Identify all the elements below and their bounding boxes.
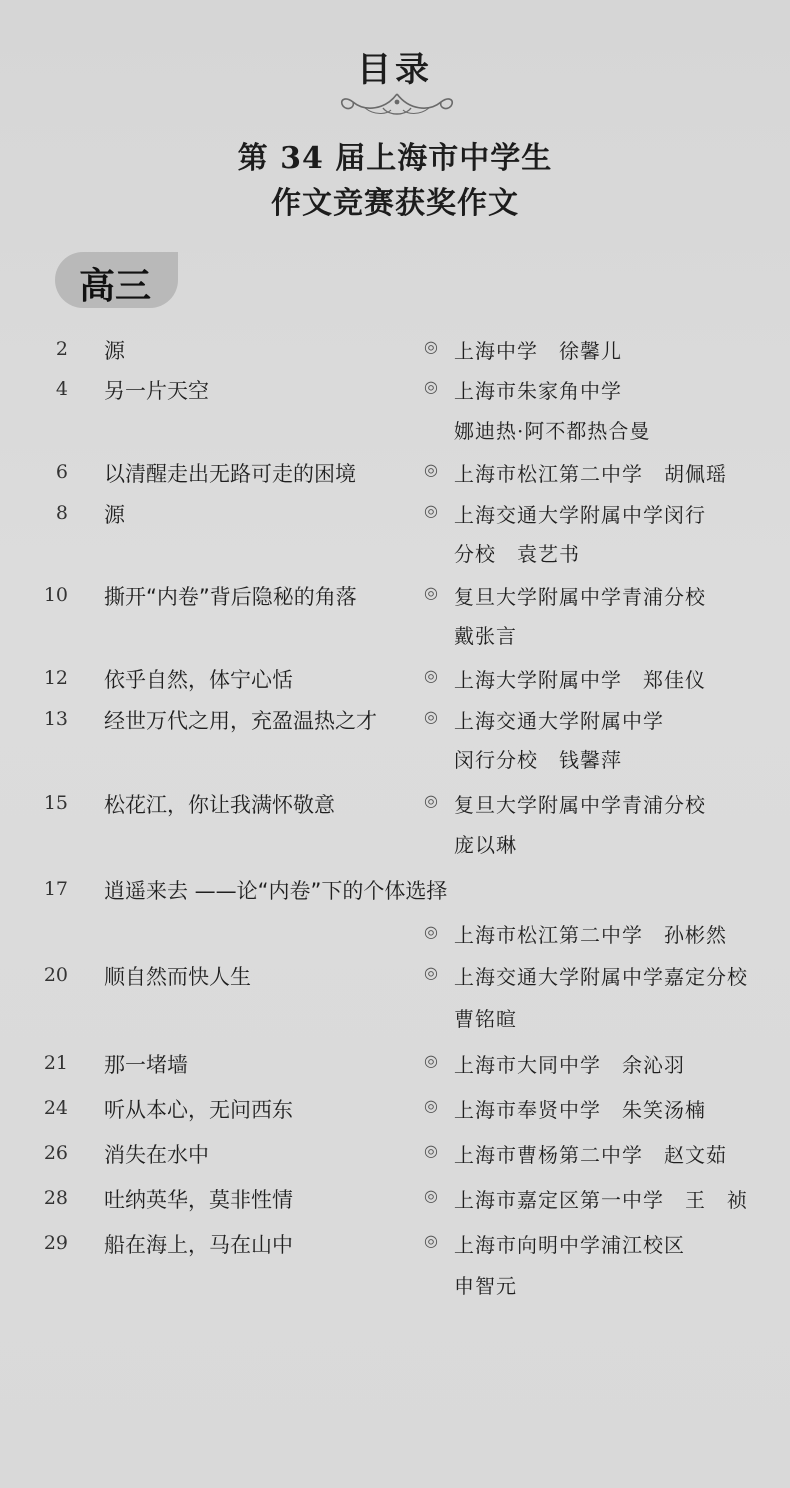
entry-author: 上海交通大学附属中学嘉定分校 [454,965,748,989]
toc-entry[interactable] [0,1181,790,1221]
toc-entry[interactable] [0,1091,790,1131]
page-number: 8 [55,502,68,524]
page-number: 20 [43,964,68,986]
entry-author: 上海市曹杨第二中学 赵文茹 [454,1143,727,1167]
entry-title: 逍遥来去 ——论“内卷”下的个体选择 [104,879,448,903]
entry-title: 经世万代之用，充盈温热之才 [104,709,377,733]
entry-author: 上海市大同中学 余沁羽 [454,1053,685,1077]
circle-marker-icon: ◎ [424,501,438,520]
entry-author-continued: 娜迪热·阿不都热合曼 [454,419,651,443]
page-number: 29 [43,1232,68,1254]
entry-author-continued: 曹铭暄 [454,1007,517,1031]
entry-author-continued: 分校 袁艺书 [454,542,580,566]
circle-marker-icon: ◎ [424,963,438,982]
page-number: 17 [43,878,68,900]
entry-author: 上海交通大学附属中学闵行 [454,503,706,527]
page-number: 2 [55,338,68,360]
circle-marker-icon: ◎ [424,460,438,479]
circle-marker-icon: ◎ [424,707,438,726]
toc-title: 目录 [357,50,433,90]
entry-title: 依乎自然，体宁心恬 [104,668,293,692]
toc-entry[interactable] [0,702,790,772]
toc-entry[interactable] [0,455,790,495]
toc-entry[interactable] [0,872,790,947]
toc-entry[interactable] [0,578,790,648]
section-heading-line2: 作文竞赛获奖作文 [271,186,519,221]
entry-title: 另一片天空 [104,379,209,403]
entry-title: 撕开“内卷”背后隐秘的角落 [104,585,357,609]
entry-title: 船在海上，马在山中 [104,1233,293,1257]
entry-author-continued: 闵行分校 钱馨萍 [454,748,622,772]
page-number: 28 [43,1187,68,1209]
entry-author: 上海市朱家角中学 [454,379,622,403]
entry-title: 以清醒走出无路可走的困境 [104,462,356,486]
circle-marker-icon: ◎ [424,337,438,356]
circle-marker-icon: ◎ [424,1051,438,1070]
circle-marker-icon: ◎ [424,1141,438,1160]
page-number: 21 [43,1052,68,1074]
toc-entry[interactable] [0,958,790,1031]
circle-marker-icon: ◎ [424,666,438,685]
page-number: 24 [43,1097,68,1119]
page-number: 15 [43,792,68,814]
entry-author: 复旦大学附属中学青浦分校 [454,793,706,817]
entry-author: 复旦大学附属中学青浦分校 [454,585,706,609]
entry-author: 上海市嘉定区第一中学 王 祯 [454,1188,748,1212]
entry-title: 听从本心，无问西东 [104,1098,293,1122]
grade-label: 高三 [79,266,152,307]
page-number: 4 [55,378,68,400]
entry-author: 上海市向明中学浦江校区 [454,1233,685,1257]
toc-entry[interactable] [0,496,790,566]
entry-title: 那一堵墙 [104,1053,188,1077]
entry-title: 源 [104,339,125,363]
entry-author-continued: 庞以琳 [454,833,517,857]
circle-marker-icon: ◎ [424,583,438,602]
entry-author: 上海交通大学附属中学 [454,709,664,733]
page-number: 6 [55,461,68,483]
entry-title: 顺自然而快人生 [104,965,251,989]
toc-entry[interactable] [0,786,790,857]
section-heading-line1: 第 34 届上海市中学生 [237,141,553,176]
toc-entry[interactable] [0,1046,790,1086]
circle-marker-icon: ◎ [424,1231,438,1250]
page-number: 13 [43,708,68,730]
toc-entry[interactable] [0,1226,790,1298]
circle-marker-icon: ◎ [424,1186,438,1205]
entry-title: 吐纳英华，莫非性情 [104,1188,293,1212]
entry-title: 松花江，你让我满怀敬意 [104,793,335,817]
circle-marker-icon: ◎ [424,791,438,810]
toc-entry[interactable] [0,332,790,372]
entry-author-continued: 申智元 [454,1274,517,1298]
entry-title: 源 [104,503,125,527]
ornament-divider [335,88,459,120]
page-number: 10 [43,584,68,606]
entry-author: 上海市奉贤中学 朱笑汤楠 [454,1098,706,1122]
entry-author-continued: 上海市松江第二中学 孙彬然 [454,923,727,947]
entry-title: 消失在水中 [104,1143,209,1167]
entry-author: 上海中学 徐馨儿 [454,339,622,363]
circle-marker-icon: ◎ [424,922,438,941]
toc-entry[interactable] [0,372,790,443]
entry-author: 上海市松江第二中学 胡佩瑶 [454,462,727,486]
circle-marker-icon: ◎ [424,1096,438,1115]
grade-tab [55,252,178,308]
circle-marker-icon: ◎ [424,377,438,396]
toc-entry[interactable] [0,1136,790,1176]
page-number: 12 [43,667,68,689]
entry-author-continued: 戴张言 [454,624,517,648]
entry-author: 上海大学附属中学 郑佳仪 [454,668,706,692]
toc-entry[interactable] [0,661,790,701]
page-number: 26 [43,1142,68,1164]
